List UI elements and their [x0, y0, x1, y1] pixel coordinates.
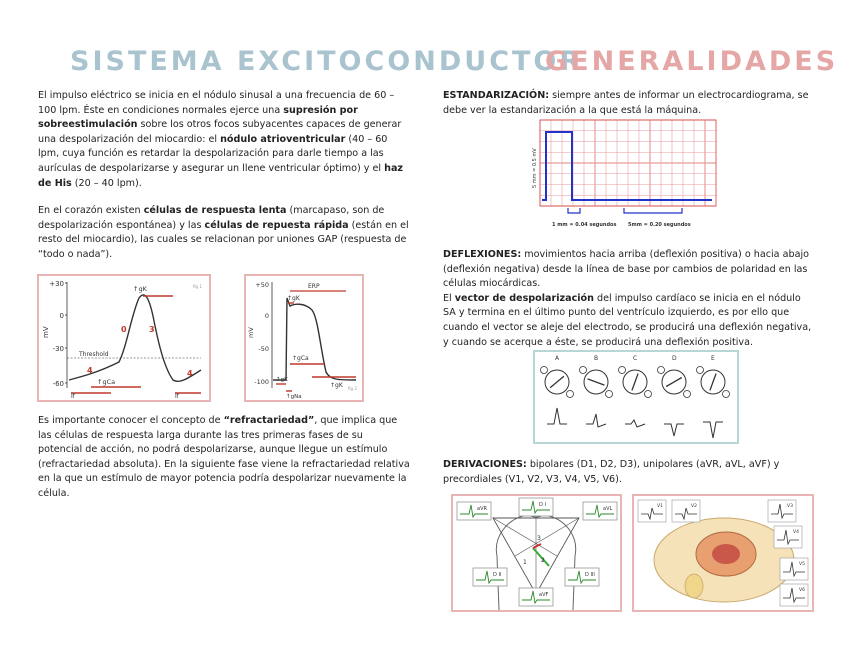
gca-label: ↑gCa: [292, 355, 309, 362]
lead-label: aVF: [539, 592, 549, 598]
precordial-box-v1: [638, 500, 666, 522]
text: (marcapaso, son de despolarización espontánea) y las: [38, 205, 385, 231]
precordial-diagram: [634, 496, 812, 610]
vector-deflection-diagram: [535, 352, 737, 442]
figure-tag: fig 1: [193, 284, 202, 289]
ytick: 0: [264, 312, 269, 320]
time-scale-label: 5mm = 0.20 segundos: [628, 222, 691, 228]
paragraph-standardization: [443, 89, 811, 118]
vector-label: E: [711, 355, 715, 362]
y-axis-label: mV: [247, 327, 255, 338]
precordial-label: V2: [691, 504, 697, 509]
text: (40 – 60 lpm, cuya función es retardar la despolarización para darle tiempo a las aurículas de despolarizarse y asegurar un llene ventricular óptimo) y el: [38, 133, 388, 174]
vector-arrow: [710, 374, 716, 391]
negative-electrode: [697, 367, 704, 374]
deflection-wave: [586, 414, 606, 427]
vector-arrow: [588, 379, 605, 385]
gna-label: ↑gNa: [286, 394, 302, 400]
threshold-label: Threshold: [79, 351, 109, 358]
vector-arrow: [666, 378, 682, 387]
bold-term: células de respuesta lenta: [143, 205, 287, 216]
vector-label: B: [594, 355, 599, 362]
positive-electrode: [723, 391, 730, 398]
ytick: 0: [59, 312, 64, 320]
if-label: If: [71, 393, 75, 400]
ecg-standardization-figure: [528, 116, 720, 234]
figure-tag: fig 2: [348, 386, 357, 391]
lead-box-d3: [565, 568, 599, 586]
lead-box-avf: [519, 588, 553, 606]
bold-term: DEFLEXIONES:: [443, 249, 522, 260]
precordial-label: V5: [799, 562, 805, 567]
precordial-box-v5: [780, 558, 808, 580]
precordial-label: V3: [787, 504, 793, 509]
right-title: GENERALIDADES: [545, 46, 839, 77]
precordial-box-v2: [672, 500, 700, 522]
gk-label: ↑gK: [330, 382, 343, 389]
positive-electrode: [567, 391, 574, 398]
precordial-box-v3: [768, 500, 796, 522]
vector-arrow: [550, 376, 564, 388]
lead-label: aVL: [603, 506, 613, 512]
vertical-scale-label: 5 mm = 0.5 mV: [532, 148, 538, 188]
y-axis-label: mV: [42, 326, 50, 338]
text: Es importante conocer el concepto de: [38, 415, 224, 426]
bold-term: haz de His: [38, 162, 403, 189]
positive-electrode: [606, 391, 613, 398]
text: El impulso eléctrico se inicia en el nódulo sinusal a una frecuencia de 60 – 100 lpm. Éste en condiciones normales ejerce una: [38, 90, 395, 116]
deflection-wave: [625, 420, 645, 427]
lead-number: 1: [523, 559, 527, 566]
bold-term: “refractariedad”: [223, 415, 315, 426]
precordial-box-v6: [780, 584, 808, 606]
vector-cells: [541, 355, 730, 438]
bold-term: DERIVACIONES:: [443, 459, 527, 470]
gca-label: ↑gCa: [97, 378, 116, 386]
lead-box-avl: [583, 502, 617, 520]
ytick: +50: [255, 281, 269, 289]
vector-cell: [658, 355, 691, 436]
deflection-wave: [547, 408, 567, 424]
ytick: +30: [49, 280, 64, 288]
gk-label: ↑gK: [276, 377, 288, 383]
precordial-label: V4: [793, 530, 799, 535]
vector-cell: [619, 355, 652, 427]
vector-label: A: [555, 355, 560, 362]
bold-term: vector de despolarización: [454, 292, 594, 304]
vector-arrow: [632, 374, 638, 391]
text: movimientos hacia arriba (deflexión positiva) o hacia abajo (deflexión negativa) desde la línea de base por cambios de polaridad en las células miocárdicas.: [443, 249, 809, 290]
vector-cell: [541, 355, 574, 424]
text: bipolares (D1, D2, D3), unipolares (aVR, aVL, aVF) y precordiales (V1, V2, V3, V4, V5, V6).: [443, 459, 780, 485]
lead-box-avr: [457, 502, 491, 520]
bold-term: ESTANDARIZACIÓN:: [443, 90, 550, 101]
ecg-grid: [528, 116, 720, 234]
text: (20 – 40 lpm).: [71, 177, 142, 189]
gk-label: ↑gK: [133, 285, 147, 293]
phase-label: 0: [121, 325, 127, 334]
lead-number: 2: [541, 557, 545, 564]
ytick: -50: [258, 345, 269, 353]
lead-label: aVR: [477, 506, 487, 512]
if-label: If: [175, 393, 179, 400]
vector-cell: [580, 355, 613, 427]
deflection-wave: [664, 424, 684, 436]
ytick: -100: [254, 378, 269, 386]
paragraph-refractoriness: [38, 414, 410, 502]
phase-label: 4: [187, 369, 193, 378]
text: El: [443, 292, 455, 304]
lead-label: D II: [493, 572, 502, 578]
phase-label: 4: [87, 366, 93, 375]
pacemaker-potential-chart: [39, 276, 209, 400]
bold-term: supresión por sobreestimulación: [38, 104, 358, 131]
vector-deflection-figure: [533, 350, 739, 444]
text: del impulso cardíaco se inicia en el nódulo SA y termina en el último punto del ventrículo izquierdo, es por ello que cuando el vector se aleje del electrodo, se producirá una deflexión negativa, y cuando se acerque a éste, se producirá una deflexión positiva.: [443, 292, 812, 348]
paragraph-deflections: [443, 248, 813, 350]
ytick: -30: [52, 345, 64, 353]
paragraph-nodes: [38, 89, 410, 191]
text: , que implica que las células de respuesta larga durante las tres primeras fases de su potencial de acción, no podrá despolarizarse, aunque llegue un estímulo (refractariedad absoluta). En la siguiente fase viene la refractariedad relativa en la que un estímulo de mayor potencia podría despolarizar nuevamente la célula.: [38, 415, 410, 499]
negative-electrode: [541, 367, 548, 374]
negative-electrode: [658, 367, 665, 374]
lead-label: D I: [539, 502, 546, 508]
phase-label: 3: [149, 325, 155, 334]
precordial-label: V6: [799, 588, 805, 593]
negative-electrode: [619, 367, 626, 374]
precordial-box-v4: [774, 526, 802, 548]
einthoven-figure: [451, 494, 622, 612]
precordial-label: V1: [657, 504, 663, 509]
einthoven-diagram: [453, 496, 620, 610]
paragraph-cells: [38, 204, 410, 262]
bold-term: células de repuesta rápida: [204, 219, 349, 231]
lead-box-d1: [519, 498, 553, 516]
vector-label: D: [672, 355, 677, 362]
vector-cell: [697, 355, 730, 438]
erp-label: ERP: [308, 283, 320, 290]
text: En el corazón existen: [38, 205, 144, 216]
left-title: SISTEMA EXCITOCONDUCTOR: [70, 46, 584, 77]
text: siempre antes de informar un electrocardiograma, se debe ver la estandarización a la que está la máquina.: [443, 90, 809, 116]
text: (están en el resto del miocardio), las cuales se relacionan por uniones GAP (respuesta de “todo o nada”).: [38, 219, 409, 260]
lead-label: D III: [585, 572, 595, 578]
bold-term: nódulo atrioventricular: [220, 133, 346, 145]
pacemaker-potential-figure: [37, 274, 211, 402]
paragraph-leads: [443, 458, 813, 487]
lead-number: 3: [537, 535, 541, 542]
positive-electrode: [684, 391, 691, 398]
lead-box-d2: [473, 568, 507, 586]
positive-electrode: [645, 391, 652, 398]
vector-label: C: [633, 355, 638, 362]
precordial-figure: [632, 494, 814, 612]
deflection-wave: [703, 422, 723, 438]
fast-potential-chart: [246, 276, 362, 400]
time-scale-label: 1 mm = 0.04 segundos: [552, 222, 617, 228]
fast-potential-figure: [244, 274, 364, 402]
text: sobre los otros focos subyacentes capaces de generar una despolarización del miocardio: el: [38, 119, 402, 145]
negative-electrode: [580, 367, 587, 374]
ytick: -60: [52, 380, 64, 388]
gk-label: ↑gK: [287, 295, 300, 302]
